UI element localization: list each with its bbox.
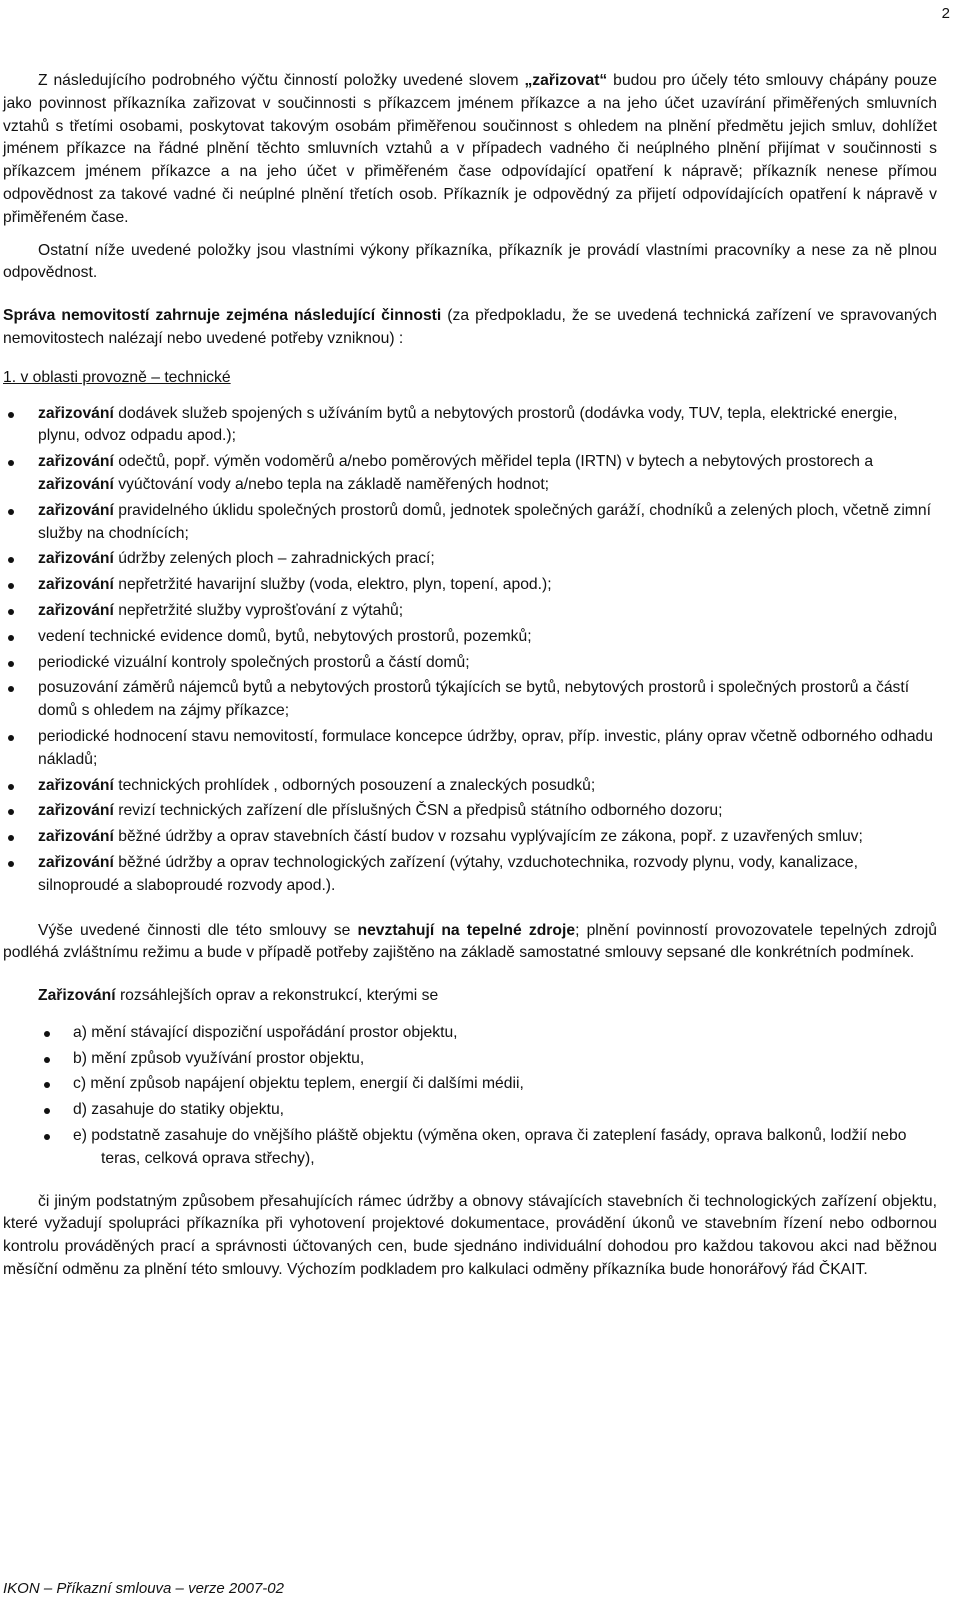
- bullet-icon: [8, 583, 14, 589]
- item-text: b) mění způsob využívání prostor objektu,: [73, 1049, 365, 1067]
- list-item: [3, 775, 937, 798]
- bullet-icon: [8, 835, 14, 841]
- management-heading: Správa nemovitostí zahrnuje zejména následující činnosti: [3, 307, 442, 325]
- bullet-icon: [8, 661, 14, 667]
- bullet-icon: [44, 1057, 50, 1063]
- item-text: vyúčtování vody a/nebo tepla na základě naměřených hodnot;: [113, 475, 550, 493]
- bullet-icon: [44, 1134, 50, 1140]
- item-keyword: zařizování: [38, 501, 114, 519]
- item-keyword: zařizování: [38, 475, 114, 493]
- intro-text-1: Z následujícího podrobného výčtu činností položky uvedené slovem: [38, 72, 525, 89]
- item-keyword: zařizování: [38, 853, 114, 871]
- heat-keyword: nevztahují na tepelné zdroje: [357, 921, 576, 939]
- repairs-text: rozsáhlejších oprav a rekonstrukcí, kterými se: [115, 987, 439, 1005]
- item-text: periodické hodnocení stavu nemovitostí, formulace koncepce údržby, oprav, příp. investic, plány oprav včetně odborného odhadu nákladů;: [38, 727, 934, 768]
- item-text: nepřetržité služby vyprošťování z výtahů;: [113, 601, 404, 619]
- bullet-icon: [44, 1082, 50, 1088]
- list-item: [3, 600, 937, 623]
- heat-text-2: ; plnění povinností provozovatele tepelných zdrojů podléhá zvláštnímu režimu a bude v případě potřeby zajištěno na základě samostatné smlouvy sepsané dle konkrétních podmínek.: [3, 921, 937, 962]
- list-item: [3, 852, 937, 898]
- item-text: d) zasahuje do statiky objektu,: [73, 1101, 285, 1119]
- item-text: běžné údržby a oprav stavebních částí budov v rozsahu vyplývajícím ze zákona, popř. z uzavřených smluv;: [113, 828, 863, 846]
- bullet-icon: [8, 509, 14, 515]
- other-items-paragraph: Ostatní níže uvedené položky jsou vlastními výkony příkazníka, příkazník je provádí vlastními pracovníky a nese za ně plnou odpovědnost.: [3, 241, 937, 282]
- item-text: technických prohlídek , odborných posouzení a znaleckých posudků;: [113, 776, 596, 794]
- item-keyword: zařizování: [38, 828, 114, 846]
- section-1-title: 1. v oblasti provozně – technické: [3, 368, 231, 386]
- list-item: [3, 403, 937, 449]
- item-text: revizí technických zařízení dle příslušných ČSN a předpisů státního odborného dozoru;: [113, 802, 723, 820]
- bullet-icon: [8, 735, 14, 741]
- item-keyword: zařizování: [38, 601, 114, 619]
- activities-list: [3, 403, 937, 898]
- heat-text-1: Výše uvedené činnosti dle této smlouvy se: [38, 921, 358, 939]
- item-text: e) podstatně zasahuje do vnějšího pláště objektu (výměna oken, oprava či zateplení fasády, oprava balkonů, lodžií nebo teras, celková oprava střechy),: [73, 1127, 907, 1167]
- item-text: nepřetržité havarijní služby (voda, elektro, plyn, topení, apod.);: [113, 576, 552, 594]
- repairs-list: [3, 1022, 937, 1171]
- page-number: 2: [941, 5, 950, 22]
- bullet-icon: [8, 861, 14, 867]
- item-keyword: zařizování: [38, 576, 114, 594]
- item-text: dodávek služeb spojených s užíváním bytů a nebytových prostorů (dodávka vody, TUV, tepla, elektrické energie, plynu, odvoz odpadu apod.);: [38, 404, 898, 445]
- list-item: [3, 677, 937, 723]
- list-item: [3, 574, 937, 597]
- list-item: [3, 826, 937, 849]
- list-item: [3, 726, 937, 772]
- item-text: periodické vizuální kontroly společných prostorů a částí domů;: [38, 653, 470, 671]
- list-item: [3, 652, 937, 675]
- bullet-icon: [8, 784, 14, 790]
- list-item: [3, 1099, 937, 1122]
- item-text: odečtů, popř. výměn vodoměrů a/nebo poměrových měřidel tepla (IRTN) v bytech a nebytových prostorech a: [113, 453, 874, 471]
- item-keyword: zařizování: [38, 802, 114, 820]
- bullet-icon: [8, 686, 14, 692]
- intro-keyword: „zařizovat“: [524, 72, 608, 89]
- repairs-keyword: Zařizování: [38, 987, 116, 1005]
- closing-paragraph: či jiným podstatným způsobem přesahujících rámec údržby a obnovy stávajících stavebních či technologických zařízení objektu, které vyžadují spolupráci příkazníka při vyhotovení projektové dokumentace, provádění úkonů ve stavebním řízení nebo odbornou kontrolu prováděných prací a správnosti účtovaných cen, bude sjednáno individuální dohodou pro každou takovou akci nad běžnou měsíční odměnu za plnění této smlouvy. Výchozím podkladem pro kalkulaci odměny příkazníka bude honorářový řád ČKAIT.: [3, 1192, 937, 1279]
- list-item: [3, 1022, 937, 1045]
- item-keyword: zařizování: [38, 776, 114, 794]
- bullet-icon: [8, 635, 14, 641]
- list-item: [3, 800, 937, 823]
- management-paragraph: [3, 305, 937, 351]
- item-keyword: zařizování: [38, 550, 114, 568]
- intro-paragraph: [3, 70, 937, 230]
- item-text: pravidelného úklidu společných prostorů domů, jednotek společných garáží, chodníků a zelených ploch, včetně zimní služby na chodnících;: [38, 501, 931, 542]
- bullet-icon: [44, 1031, 50, 1037]
- bullet-icon: [44, 1108, 50, 1114]
- bullet-icon: [8, 557, 14, 563]
- item-text: běžné údržby a oprav technologických zařízení (výtahy, vzduchotechnika, rozvody plynu, vody, kanalizace, silnoproudé a slaboproudé rozvody apod.).: [38, 853, 858, 894]
- repairs-paragraph: [3, 985, 937, 1008]
- bullet-icon: [8, 412, 14, 418]
- list-item: [3, 548, 937, 571]
- intro-text-2: budou pro účely této smlouvy chápány pouze jako povinnost příkazníka zařizovat v součinnosti s příkazcem jménem příkazce a na jeho účet uzavírání přiměřených smluvních vztahů s třetími osobami, poskytovat takovým osobám přiměřenou součinnost s ohledem na plnění předmětu jejich smluv, dohlížet jménem příkazce na řádné plnění těchto smluvních vztahů a v případech vadného či neúplného plnění přijímat v součinnosti s příkazcem jménem příkazce a na jeho účet v přiměřeném čase odpovídající opatření k nápravě; příkazník nenese přímou odpovědnost za takové vadné či neúplné plnění třetích osob. Příkazník je odpovědný za přijetí odpovídajících opatření k nápravě v přiměřeném čase.: [3, 72, 937, 226]
- item-text: posuzování záměrů nájemců bytů a nebytových prostorů týkajících se bytů, nebytových prostorů i společných prostorů a částí domů s ohledem na zájmy příkazce;: [38, 679, 910, 720]
- document-body: [3, 70, 937, 1282]
- list-item: [3, 451, 937, 497]
- bullet-icon: [8, 460, 14, 466]
- bullet-icon: [8, 809, 14, 815]
- list-item: [3, 1125, 937, 1171]
- item-text: c) mění způsob napájení objektu teplem, energií či dalšími médii,: [73, 1075, 524, 1093]
- item-text: vedení technické evidence domů, bytů, nebytových prostorů, pozemků;: [38, 627, 532, 645]
- item-keyword: zařizování: [38, 453, 114, 471]
- page-footer: IKON – Příkazní smlouva – verze 2007-02: [3, 1580, 284, 1597]
- list-item: [3, 626, 937, 649]
- list-item: [3, 1073, 937, 1096]
- heat-sources-paragraph: [3, 920, 937, 966]
- management-text: (za předpokladu, že se uvedená technická zařízení ve spravovaných nemovitostech nalézají nebo uvedené potřeby vzniknou) :: [3, 307, 937, 347]
- list-item: [3, 1048, 937, 1071]
- item-text: a) mění stávající dispoziční uspořádání prostor objektu,: [73, 1023, 458, 1041]
- list-item: [3, 500, 937, 546]
- item-text: údržby zelených ploch – zahradnických prací;: [113, 550, 435, 568]
- item-keyword: zařizování: [38, 404, 114, 422]
- bullet-icon: [8, 609, 14, 615]
